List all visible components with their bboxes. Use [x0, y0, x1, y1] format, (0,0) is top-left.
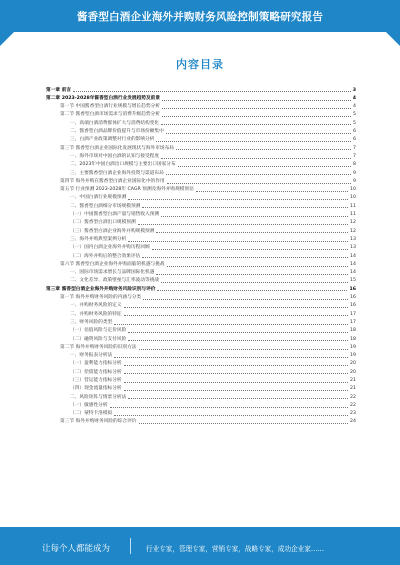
toc-leader-dots — [157, 290, 347, 291]
toc-entry-page: 6 — [353, 137, 356, 143]
toc-entry-title: 二、2023年中国白酒出口规模与主要出口国家分布 — [70, 162, 176, 168]
toc-entry[interactable] — [46, 251, 356, 259]
toc-leader-dots — [167, 266, 348, 267]
toc-entry-title: 第五节 行业预测 2023-2028年 CAGR 预测及海外并购规模预估 — [60, 187, 194, 193]
toc-entry[interactable] — [46, 326, 356, 334]
toc-entry-title: 三、海外并购典型案例分析 — [70, 236, 127, 242]
toc-entry[interactable] — [46, 268, 356, 276]
toc-entry-title: （二）海外并购后的整合效果评估 — [70, 253, 141, 259]
report-header — [0, 0, 400, 32]
toc-entry[interactable] — [46, 384, 356, 392]
toc-leader-dots — [152, 249, 348, 250]
toc-entry[interactable] — [46, 185, 356, 193]
toc-entry-page: 22 — [350, 402, 356, 408]
toc-entry[interactable] — [46, 193, 356, 201]
toc-entry[interactable] — [46, 367, 356, 375]
toc-entry-title: 第六节 酱香型白酒企业海外并购面临的机遇与挑战 — [60, 261, 165, 267]
toc-leader-dots — [167, 183, 351, 184]
toc-entry[interactable] — [46, 259, 356, 267]
toc-leader-dots — [156, 232, 348, 233]
toc-entry[interactable] — [46, 334, 356, 342]
toc-entry[interactable] — [46, 392, 356, 400]
toc-entry[interactable] — [46, 168, 356, 176]
toc-leader-dots — [110, 407, 349, 408]
toc-entry-page: 12 — [350, 228, 356, 234]
toc-entry-page: 11 — [350, 212, 356, 218]
toc-leader-dots — [196, 191, 348, 192]
toc-entry-title: 三、主要酱香型白酒企业海外投资与渠道布局 — [70, 170, 164, 176]
toc-leader-dots — [156, 141, 351, 142]
toc-entry-page: 12 — [350, 220, 356, 226]
header-corner-right — [386, 32, 400, 46]
toc-entry[interactable] — [46, 409, 356, 417]
toc-entry[interactable] — [46, 243, 356, 251]
toc-entry-page: 13 — [350, 245, 356, 251]
toc-entry[interactable] — [46, 176, 356, 184]
toc-entry[interactable] — [46, 102, 356, 110]
footer-slogan: 让每个人都能成为 — [42, 544, 111, 554]
toc-entry-title: 一、并购财务风险的定义 — [70, 303, 122, 309]
toc-leader-dots — [142, 207, 348, 208]
toc-entry[interactable] — [46, 359, 356, 367]
toc-entry-page: 10 — [350, 195, 356, 201]
toc-entry-title: （一）估值风险与定价风险 — [70, 328, 127, 334]
toc-entry[interactable] — [46, 143, 356, 151]
toc-entry-page: 8 — [353, 162, 356, 168]
toc-entry-page: 19 — [350, 344, 356, 350]
toc-entry-page: 7 — [353, 153, 356, 159]
toc-leader-dots — [161, 216, 348, 217]
toc-entry[interactable] — [46, 351, 356, 359]
toc-entry[interactable] — [46, 218, 356, 226]
toc-entry-page: 9 — [353, 178, 356, 184]
toc-entry-page: 4 — [352, 95, 356, 101]
toc-leader-dots — [128, 199, 348, 200]
toc-entry-title: （一）国内白酒企业海外并购历程回顾 — [70, 245, 150, 251]
toc-entry-title: （二）融资风险与支付风险 — [70, 336, 127, 342]
toc-entry-page: 17 — [350, 319, 356, 325]
toc-entry-title: （三）营运能力指标分析 — [70, 377, 122, 383]
toc-entry[interactable] — [46, 135, 356, 143]
toc-entry-title: （二）偿债能力指标分析 — [70, 369, 122, 375]
toc-entry[interactable] — [46, 93, 356, 101]
toc-entry[interactable] — [46, 301, 356, 309]
toc-entry-page: 14 — [350, 270, 356, 276]
toc-entry[interactable] — [46, 226, 356, 234]
toc-entry-page: 20 — [350, 369, 356, 375]
header-corner-left — [0, 32, 14, 46]
toc-leader-dots — [128, 241, 348, 242]
toc-entry[interactable] — [46, 85, 356, 93]
toc-leader-dots — [124, 315, 348, 316]
toc-leader-dots — [139, 423, 349, 424]
toc-entry-title: 二、文化差异、政策壁垒与汇率波动等挑战 — [70, 278, 160, 284]
toc-leader-dots — [166, 174, 351, 175]
toc-entry[interactable] — [46, 209, 356, 217]
toc-entry-title: 二、酱香型白酒品牌价值提升与市场份额集中 — [70, 129, 164, 135]
toc-entry[interactable] — [46, 342, 356, 350]
toc-entry[interactable] — [46, 417, 356, 425]
toc-entry[interactable] — [46, 160, 356, 168]
toc-entry-title: 第二节 海外并购财务风险的识别方法 — [60, 344, 137, 350]
toc-leader-dots — [161, 282, 348, 283]
toc-entry[interactable] — [46, 400, 356, 408]
toc-entry-title: 第三节 海外并购财务风险的综合评价 — [60, 419, 137, 425]
toc-leader-dots — [124, 373, 348, 374]
toc-entry-page: 3 — [352, 87, 356, 93]
toc-entry-page: 21 — [350, 386, 356, 392]
toc-entry-page: 14 — [350, 253, 356, 259]
toc-entry-page: 14 — [350, 261, 356, 267]
toc-leader-dots — [124, 390, 348, 391]
toc-entry-title: 三、财务风险的类型 — [70, 319, 113, 325]
toc-entry-title: 第三节 酱香型白酒企业国际化发展现状与海外市场布局 — [60, 145, 174, 151]
toc-entry-title: 第三章 酱香型白酒企业海外并购财务风险识别与评价 — [46, 286, 156, 292]
toc-entry-title: 一、财务报表分析法 — [70, 353, 113, 359]
toc-leader-dots — [162, 108, 351, 109]
toc-leader-dots — [128, 340, 348, 341]
toc-entry-title: （二）酱香型白酒出口规模预测 — [70, 220, 136, 226]
toc-leader-dots — [124, 307, 348, 308]
toc-entry-title: 三、白酒产业政策调整对行业的影响分析 — [70, 137, 155, 143]
toc-leader-dots — [128, 332, 348, 333]
toc-entry-title: 第一节 海外并购财务风险的内涵与分类 — [60, 295, 142, 301]
toc-entry-title: （三）酱香型白酒企业海外并购规模预测 — [70, 228, 155, 234]
toc-entry-page: 4 — [353, 104, 356, 110]
toc-entry-page: 22 — [350, 394, 356, 400]
toc-leader-dots — [156, 274, 348, 275]
toc-entry-title: 二、风险矩阵与情景分析法 — [70, 394, 127, 400]
toc-entry-page: 6 — [353, 129, 356, 135]
toc-leader-dots — [142, 257, 348, 258]
toc-leader-dots — [124, 365, 348, 366]
toc-entry[interactable] — [46, 118, 356, 126]
footer-divider — [130, 538, 131, 554]
table-of-contents — [46, 85, 356, 425]
toc-entry-title: 第一章 前言 — [46, 87, 72, 93]
toc-leader-dots — [176, 149, 351, 150]
toc-entry[interactable] — [46, 276, 356, 284]
toc-entry-title: 第四节 海外并购在酱香型白酒企业国际化中的作用 — [60, 178, 165, 184]
toc-entry[interactable] — [46, 375, 356, 383]
toc-entry-page: 18 — [350, 328, 356, 334]
toc-heading: 内容目录 — [176, 58, 224, 71]
toc-entry[interactable] — [46, 110, 356, 118]
toc-entry-title: 一、国际市场需求增长与品牌国际化机遇 — [70, 270, 155, 276]
toc-leader-dots — [143, 299, 348, 300]
toc-entry-page: 11 — [350, 203, 356, 209]
toc-entry-title: （一）中国酱香型白酒产量与销售收入预测 — [70, 212, 160, 218]
toc-leader-dots — [178, 166, 351, 167]
toc-leader-dots — [114, 415, 348, 416]
footer-tagline: 行业专家，管理专家，营销专家，战略专家，成功企业家…… — [146, 545, 325, 553]
toc-entry[interactable] — [46, 309, 356, 317]
toc-entry-title: （一）盈利能力指标分析 — [70, 361, 122, 367]
toc-entry-title: 一、高端白酒消费群体扩大与消费结构变化 — [70, 120, 160, 126]
toc-entry-page: 13 — [350, 236, 356, 242]
toc-entry-page: 9 — [353, 170, 356, 176]
toc-leader-dots — [138, 224, 348, 225]
toc-entry-title: 一、海外市场对中国白酒的认知与接受程度 — [70, 153, 160, 159]
toc-entry-page: 5 — [353, 120, 356, 126]
toc-entry-page: 16 — [350, 303, 356, 309]
toc-leader-dots — [139, 349, 349, 350]
toc-entry-title: （一）敏感性分析 — [70, 402, 108, 408]
toc-entry-title: 一、中国白酒行业规模预测 — [70, 195, 127, 201]
toc-entry-page: 18 — [350, 336, 356, 342]
toc-leader-dots — [114, 324, 348, 325]
toc-entry-page: 16 — [349, 286, 356, 292]
footer-banner — [0, 527, 400, 565]
toc-leader-dots — [161, 158, 351, 159]
toc-entry[interactable] — [46, 126, 356, 134]
toc-entry[interactable] — [46, 234, 356, 242]
toc-entry[interactable] — [46, 284, 356, 292]
toc-entry-page: 20 — [350, 361, 356, 367]
toc-leader-dots — [162, 100, 351, 101]
toc-leader-dots — [166, 133, 351, 134]
toc-entry-title: 第二章 2023-2028年酱香型白酒行业发展趋势及前景 — [46, 95, 161, 101]
toc-entry[interactable] — [46, 151, 356, 159]
toc-leader-dots — [162, 116, 351, 117]
toc-entry-title: 二、酱香型白酒细分市场规模预测 — [70, 203, 141, 209]
report-title: 酱香型白酒企业海外并购财务风险控制策略研究报告 — [76, 11, 324, 23]
toc-entry-page: 23 — [350, 411, 356, 417]
toc-entry-page: 7 — [353, 145, 356, 151]
toc-leader-dots — [128, 398, 348, 399]
toc-entry[interactable] — [46, 201, 356, 209]
toc-entry-page: 17 — [350, 311, 356, 317]
toc-leader-dots — [114, 357, 348, 358]
toc-entry-title: 二、并购财务风险的特征 — [70, 311, 122, 317]
toc-entry-page: 21 — [350, 377, 356, 383]
toc-entry-page: 16 — [350, 295, 356, 301]
toc-entry-title: （二）蒙特卡洛模拟 — [70, 411, 113, 417]
toc-leader-dots — [161, 124, 351, 125]
toc-entry[interactable] — [46, 317, 356, 325]
toc-entry-page: 5 — [353, 112, 356, 118]
toc-entry-page: 10 — [350, 187, 356, 193]
toc-entry-title: 第二节 酱香型白酒市场需求与消费升级趋势分析 — [60, 112, 160, 118]
toc-entry-page: 15 — [350, 278, 356, 284]
toc-entry-page: 24 — [350, 419, 356, 425]
toc-entry-title: （四）现金流量指标分析 — [70, 386, 122, 392]
toc-entry-title: 第一节 中国酱香型白酒行业规模与增长趋势分析 — [60, 104, 160, 110]
toc-entry[interactable] — [46, 292, 356, 300]
toc-entry-page: 19 — [350, 353, 356, 359]
toc-leader-dots — [124, 382, 348, 383]
toc-leader-dots — [73, 91, 351, 92]
